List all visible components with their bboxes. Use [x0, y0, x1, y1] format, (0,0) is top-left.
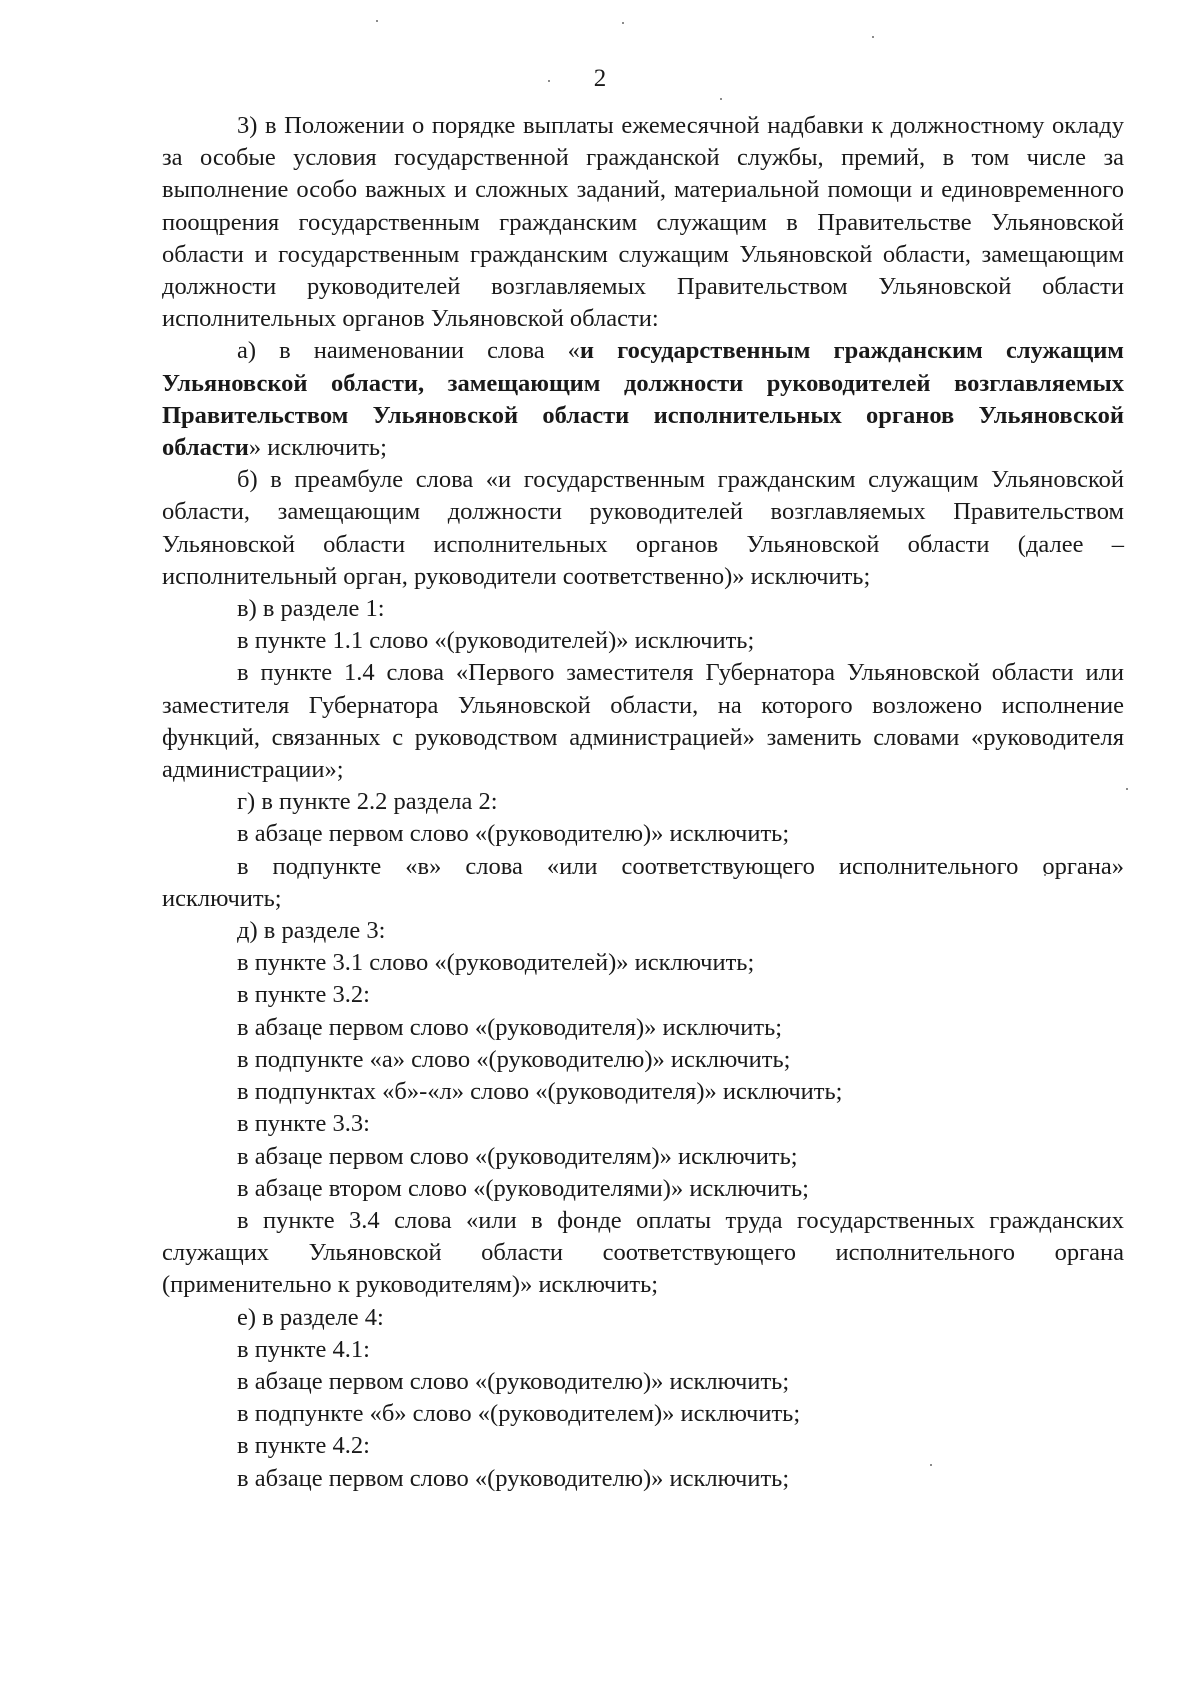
paragraph [162, 464, 1124, 593]
scan-speck [1126, 788, 1128, 790]
page-number: 2 [593, 65, 607, 92]
text-run: в пункте 1.4 слова «Первого заместителя Губернатора Ульяновской области или заместителя Губернатора Ульяновской области, на которого возложено исполнение функций, связанных с руководством администрацией» заменить словами «руководителя администрации»; [162, 659, 1124, 784]
paragraph [162, 1141, 1124, 1173]
paragraph [162, 947, 1124, 979]
paragraph [162, 818, 1124, 850]
paragraph [162, 1430, 1124, 1462]
text-run: в подпунктах «б»-«л» слово «(руководителя)» исключить; [237, 1078, 843, 1106]
text-run: а) в наименовании слова « [237, 337, 580, 365]
text-run: в абзаце первом слово «(руководителю)» исключить; [237, 1367, 790, 1395]
paragraph [162, 1302, 1124, 1334]
paragraph [162, 1398, 1124, 1430]
paragraph [162, 1463, 1124, 1495]
paragraph [162, 1173, 1124, 1205]
paragraph [162, 1366, 1124, 1398]
text-run: д) в разделе 3: [237, 917, 386, 945]
scan-speck [872, 36, 874, 38]
text-run: б) в преамбуле слова «и государственным гражданским служащим Ульяновской области, замещающим должности руководителей возглавляемых Правительством Ульяновской области исполнительных органов Ульяновской области (далее – исполнительный орган, руководители соответственно)» исключить; [162, 466, 1124, 590]
text-run: в пункте 3.2: [237, 981, 370, 1009]
text-run: в пункте 3.1 слово «(руководителей)» исключить; [237, 949, 755, 977]
text-run: в абзаце первом слово «(руководителю)» исключить; [237, 820, 790, 848]
paragraph [162, 1044, 1124, 1076]
text-run: в подпункте «а» слово «(руководителю)» исключить; [237, 1045, 791, 1073]
paragraph [162, 851, 1124, 915]
text-run: в пункте 3.3: [237, 1110, 370, 1138]
scan-speck [376, 20, 378, 22]
paragraph [162, 786, 1124, 818]
paragraph [162, 593, 1124, 625]
paragraph [162, 1076, 1124, 1108]
paragraph [162, 110, 1124, 335]
text-run: г) в пункте 2.2 раздела 2: [237, 788, 498, 816]
text-run: 3) в Положении о порядке выплаты ежемесячной надбавки к должностному окладу за особые условия государственной гражданской службы, премий, в том числе за выполнение особо важных и сложных заданий, материальной помощи и единовременного поощрения государственным гражданским служащим в Правительстве Ульяновской области и государственным гражданским служащим Ульяновской области, замещающим должности руководителей возглавляемых Правительством Ульяновской области исполнительных органов Ульяновской области: [162, 112, 1124, 333]
text-run: » исключить; [248, 434, 387, 462]
paragraph [162, 1108, 1124, 1140]
scan-speck [720, 98, 722, 100]
paragraph [162, 625, 1124, 657]
paragraph [162, 1012, 1124, 1044]
text-run: е) в разделе 4: [237, 1303, 384, 1331]
bold-text-run: и государственным гражданским служащим Ульяновской области, замещающим должности руководителей возглавляемых Правительством Ульяновской области исполнительных органов Ульяновской области [162, 337, 1124, 462]
document-body [162, 110, 1124, 1495]
paragraph [162, 1334, 1124, 1366]
paragraph [162, 1205, 1124, 1302]
text-run: в) в разделе 1: [237, 595, 385, 623]
paragraph [162, 979, 1124, 1011]
text-run: в пункте 1.1 слово «(руководителей)» исключить; [237, 627, 755, 655]
paragraph [162, 915, 1124, 947]
paragraph [162, 657, 1124, 786]
text-run: в пункте 3.4 слова «или в фонде оплаты труда государственных гражданских служащих Ульяновской области соответствующего исполнительного органа (применительно к руководителям)» исключить; [162, 1206, 1124, 1299]
paragraph [162, 335, 1124, 464]
text-run: в пункте 4.2: [237, 1432, 370, 1460]
text-run: в подпункте «в» слова «или соответствующего исполнительного органа» исключить; [162, 852, 1124, 912]
text-run: в абзаце первом слово «(руководителю)» исключить; [237, 1464, 790, 1492]
text-run: в подпункте «б» слово «(руководителем)» исключить; [237, 1400, 801, 1428]
text-run: в пункте 4.1: [237, 1335, 370, 1363]
text-run: в абзаце первом слово «(руководителя)» исключить; [237, 1013, 783, 1041]
text-run: в абзаце втором слово «(руководителями)» исключить; [237, 1174, 809, 1202]
scan-speck [622, 22, 624, 24]
text-run: в абзаце первом слово «(руководителям)» исключить; [237, 1142, 798, 1170]
